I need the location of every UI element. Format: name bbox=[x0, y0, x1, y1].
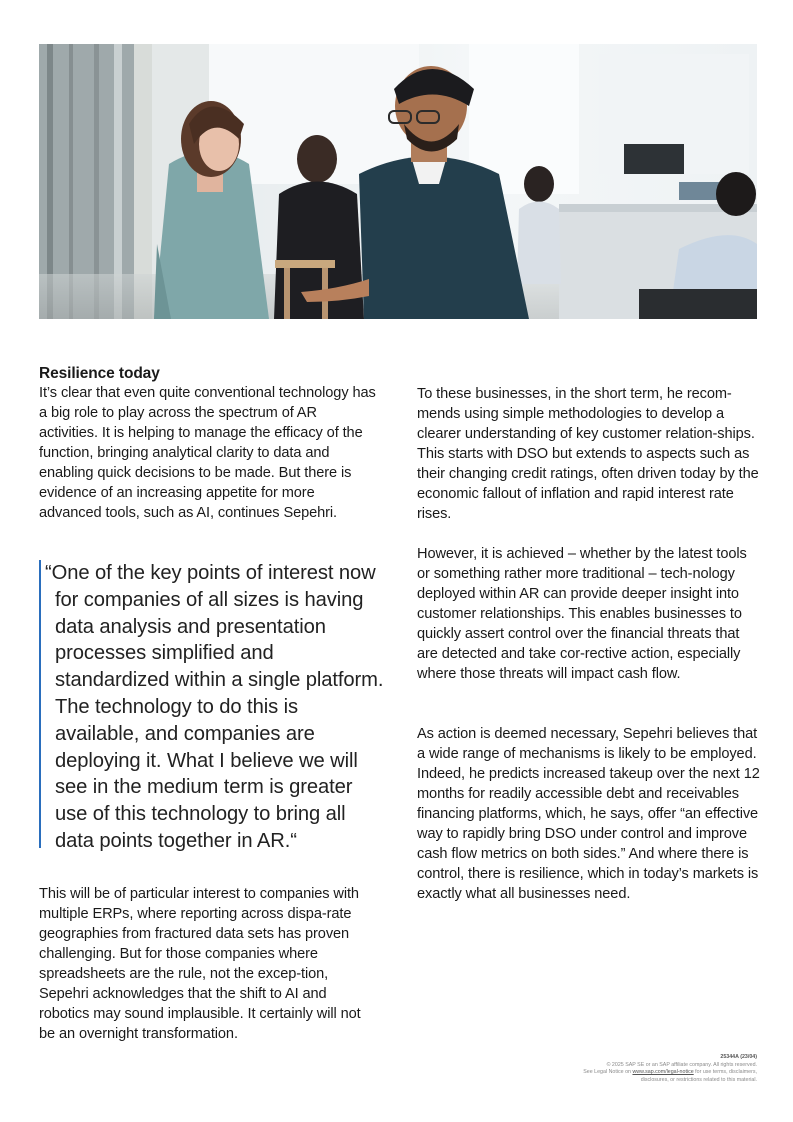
office-photo-illustration bbox=[39, 44, 757, 319]
pull-quote-text: “One of the key points of interest now for companies of all sizes is having data analysis and presentation processes simplified and standardized within a single platform. The technology to do this is available, and companies are deploying it. What I believe we will see in the medium term is greater use of this technology to bring all data points together in AR.“ bbox=[45, 562, 384, 852]
legal-footer bbox=[517, 1054, 757, 1084]
erp-paragraph: This will be of particular interest to companies with multiple ERPs, where reporting across dispa-rate geographies from fractured data sets has proven challenging. But for those companies where spreadsheets are the rule, not the excep-tion, Sepehri acknowledges that the shift to AI and robotics may sound implausible. It certainly will not be an overnight transformation. bbox=[39, 886, 361, 1042]
right-paragraph-1: To these businesses, in the short term, he recom-mends using simple methodologies to develop a clearer understanding of key customer relation-ships. This starts with DSO but extends to aspects such as their changing credit ratings, often driven today by the economic fallout of inflation and rapid interest rate rises. bbox=[417, 386, 759, 522]
legal-prefix: See Legal Notice on bbox=[583, 1069, 633, 1076]
intro-paragraph: It’s clear that even quite conventional technology has a big role to play across the spectrum of AR activities. It is helping to manage the efficacy of the function, bringing analytical clarity to data and enabling quick decisions to be made. But there is evidence of an increasing appetite for more advanced tools, such as AI, continues Sepehri. bbox=[39, 385, 376, 521]
right-paragraph-3: As action is deemed necessary, Sepehri believes that a wide range of mechanisms is likely to be employed. Indeed, he predicts increased takeup over the next 12 months for readily accessible debt and receivables financing platforms, which, he says, offer “an effective way to rapidly bring DSO under control and improve cash flow metrics on both sides.” And where there is control, there is resilience, which in today’s markets is exactly what all businesses need. bbox=[417, 726, 760, 902]
legal-line bbox=[517, 1069, 757, 1077]
legal-notice-link[interactable]: www.sap.com/legal-notice bbox=[632, 1069, 694, 1076]
right-paragraph-2: However, it is achieved – whether by the latest tools or something rather more traditional – tech-nology deployed within AR can provide deeper insight into customer relationships. This enables businesses to quickly assert control over the financial threats that are detected and take cor-rective action, especially where those threats will impact cash flow. bbox=[417, 546, 747, 682]
pull-quote bbox=[39, 560, 384, 852]
copyright-line: © 2025 SAP SE or an SAP affiliate company. All rights reserved. bbox=[606, 1061, 757, 1068]
section-heading: Resilience today bbox=[39, 365, 160, 382]
legal-suffix: for use terms, disclaimers, bbox=[693, 1069, 757, 1076]
legal-line-3: disclosures, or restrictions related to this material. bbox=[640, 1076, 757, 1083]
left-column bbox=[39, 364, 379, 523]
office-photo bbox=[39, 44, 757, 319]
document-code: 25344A (23/04) bbox=[720, 1054, 757, 1060]
